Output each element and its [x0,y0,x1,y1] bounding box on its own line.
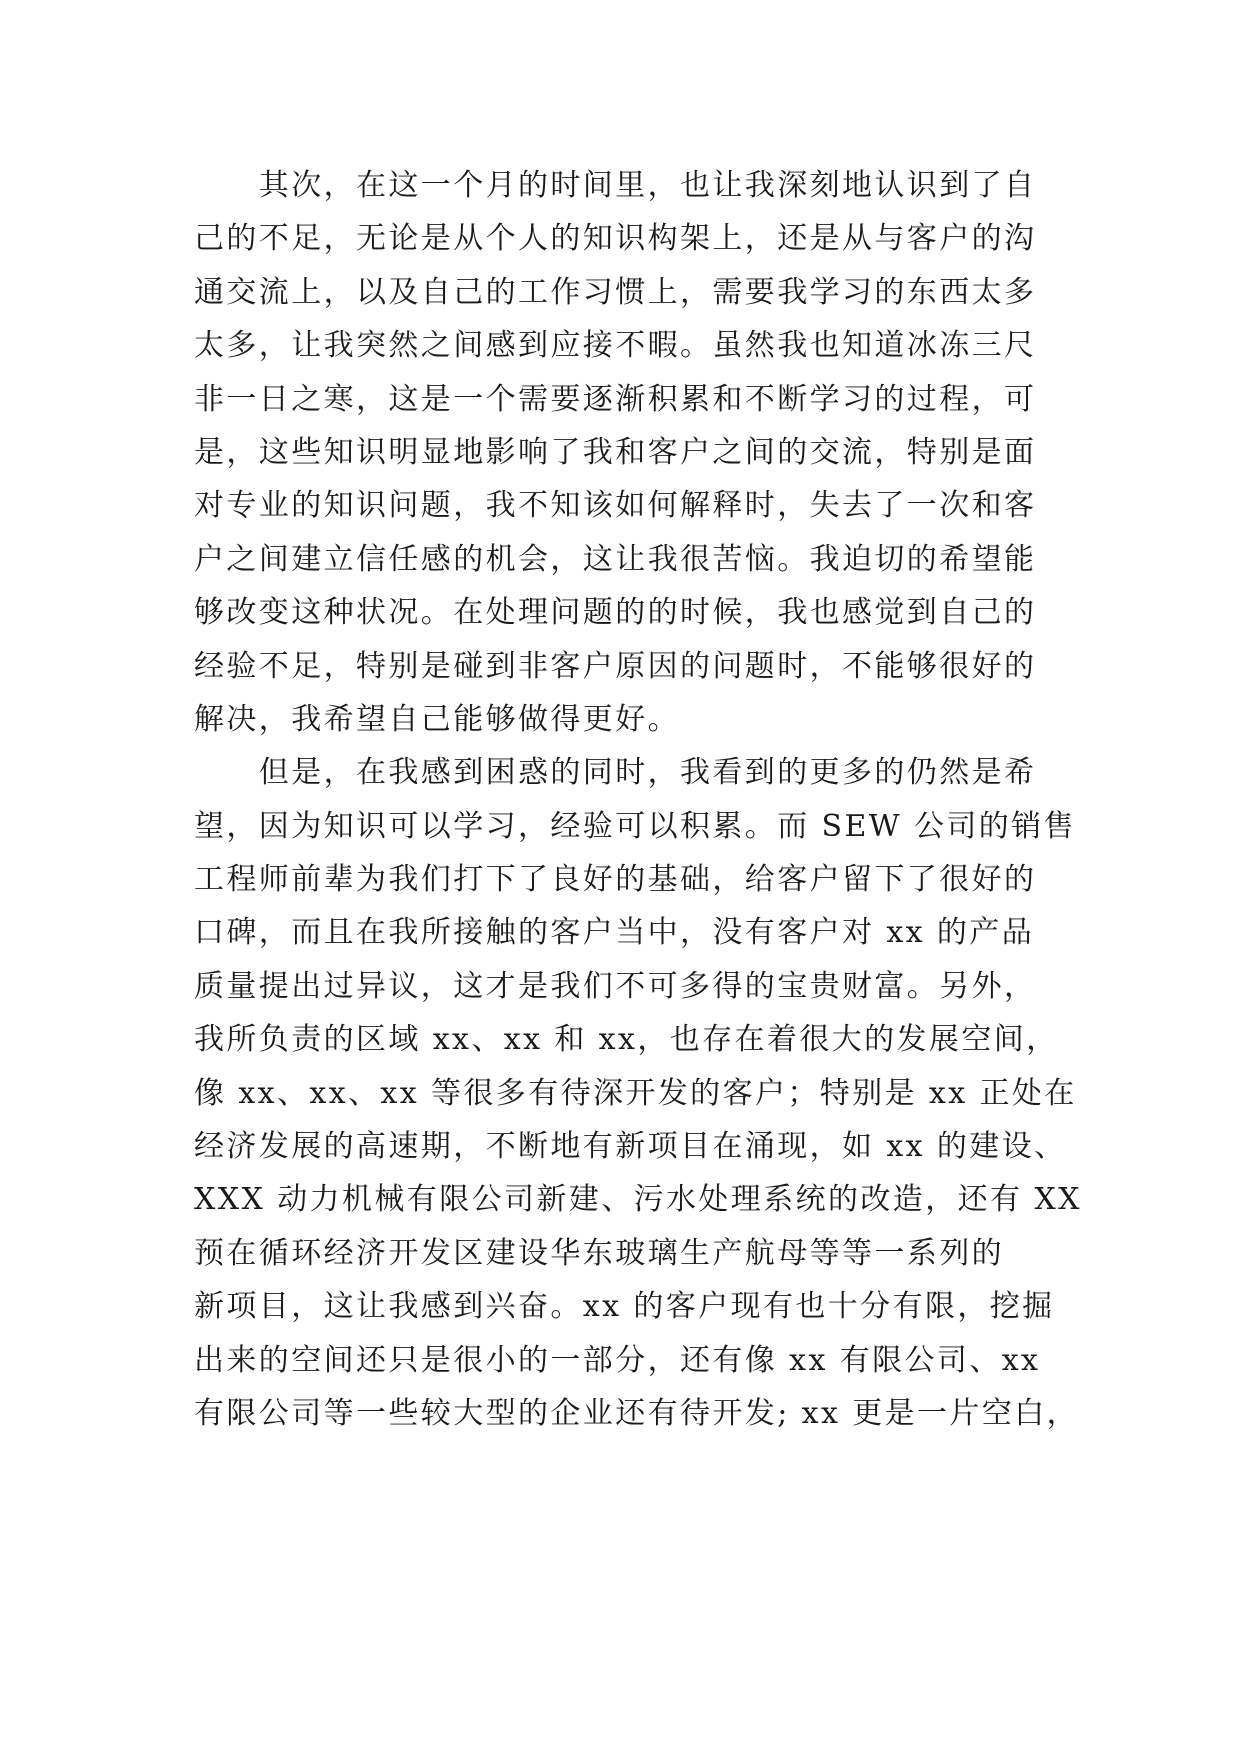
text-line: 户之间建立信任感的机会，这让我很苦恼。我迫切的希望能 [194,541,1037,577]
text-line: 新项目，这让我感到兴奋。xx 的客户现有也十分有限，挖掘 [194,1289,1055,1325]
text-line: 口碑，而且在我所接触的客户当中，没有客户对 xx 的产品 [194,915,1035,951]
text-line: 像 xx、xx、xx 等很多有待深开发的客户；特别是 xx 正处在 [194,1075,1077,1111]
text-line: 其次，在这一个月的时间里，也让我深刻地认识到了自 [194,168,1037,203]
text-line: 望，因为知识可以学习，经验可以积累。而 SEW 公司的销售 [194,808,1076,844]
text-line: 己的不足，无论是从个人的知识构架上，还是从与客户的沟 [194,221,1037,257]
text-line: XXX 动力机械有限公司新建、污水处理系统的改造，还有 XX [194,1182,1082,1218]
text-line: 经济发展的高速期，不断地有新项目在涌现，如 xx 的建设、 [194,1129,1067,1165]
text-line: 质量提出过异议，这才是我们不可多得的宝贵财富。另外， [194,968,1037,1004]
text-line: 对专业的知识问题，我不知该如何解释时，失去了一次和客 [194,488,1037,524]
text-line: 有限公司等一些较大型的企业还有待开发; xx 更是一片空白， [194,1395,1080,1431]
paragraph [194,746,1082,1440]
text-line: 经验不足，特别是碰到非客户原因的问题时，不能够很好的 [194,648,1037,684]
text-line: 我所负责的区域 xx、xx 和 xx，也存在着很大的发展空间， [194,1022,1059,1058]
text-line: 预在循环经济开发区建设华东玻璃生产航母等等一系列的 [194,1235,1004,1271]
text-line: 是，这些知识明显地影响了我和客户之间的交流，特别是面 [194,434,1037,470]
paragraph [194,159,1074,746]
text-line: 解决，我希望自己能够做得更好。 [194,701,680,737]
text-line: 出来的空间还只是很小的一部分，还有像 xx 有限公司、xx [194,1342,1041,1378]
text-line: 够改变这种状况。在处理问题的的时候，我也感觉到自己的 [194,595,1037,631]
text-line: 太多，让我突然之间感到应接不暇。虽然我也知道冰冻三尺 [194,328,1037,364]
document-body [194,159,1082,1440]
text-line: 但是，在我感到困惑的同时，我看到的更多的仍然是希 [194,755,1037,791]
text-line: 非一日之寒，这是一个需要逐渐积累和不断学习的过程，可 [194,381,1037,417]
text-line: 通交流上，以及自己的工作习惯上，需要我学习的东西太多 [194,274,1037,310]
text-line: 工程师前辈为我们打下了良好的基础，给客户留下了很好的 [194,862,1037,898]
